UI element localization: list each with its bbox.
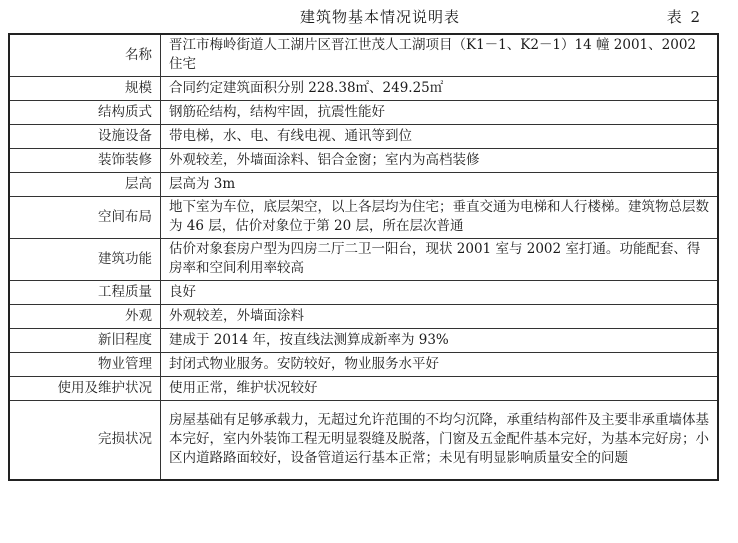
row-label: 外观 [9,304,161,328]
table-row-scale [9,76,718,100]
row-value: 合同约定建筑面积分别 228.38㎡、249.25㎡ [161,76,719,100]
table-row-maintenance [9,376,718,400]
row-value: 晋江市梅岭街道人工湖片区晋江世茂人工湖项目（K1－1、K2－1）14 幢 2001、2002 住宅 [161,34,719,76]
row-label: 层高 [9,172,161,196]
row-label: 装饰装修 [9,148,161,172]
table-row-layout [9,196,718,238]
row-value: 建成于 2014 年，按直线法测算成新率为 93% [161,328,719,352]
row-value: 外观较差，外墙面涂料、铝合金窗；室内为高档装修 [161,148,719,172]
table-row-decoration [9,148,718,172]
table-row-condition [9,400,718,480]
table-row-quality [9,280,718,304]
row-label: 名称 [9,34,161,76]
row-label: 空间布局 [9,196,161,238]
row-value: 估价对象套房户型为四房二厅二卫一阳台，现状 2001 室与 2002 室打通。功能配套、得房率和空间利用率较高 [161,238,719,280]
row-value: 封闭式物业服务。安防较好，物业服务水平好 [161,352,719,376]
table-row-function [9,238,718,280]
row-value: 带电梯，水、电、有线电视、通讯等到位 [161,124,719,148]
row-label: 规模 [9,76,161,100]
row-label: 新旧程度 [9,328,161,352]
row-value: 使用正常，维护状况较好 [161,376,719,400]
document-header [0,0,738,36]
table-row-structure [9,100,718,124]
row-label: 结构质式 [9,100,161,124]
row-label: 工程质量 [9,280,161,304]
row-value: 良好 [161,280,719,304]
row-label: 设施设备 [9,124,161,148]
row-value: 房屋基础有足够承载力，无超过允许范围的不均匀沉降，承重结构部件及主要非承重墙体基本完好，室内外装饰工程无明显裂缝及脱落，门窗及五金配件基本完好，为基本完好房；小区内道路路面较好，设备管道运行基本正常；未见有明显影响质量安全的问题 [161,400,719,480]
table-row-facilities [9,124,718,148]
table-row-age [9,328,718,352]
table-row-appearance [9,304,718,328]
row-value: 层高为 3m [161,172,719,196]
row-label: 使用及维护状况 [9,376,161,400]
row-label: 完损状况 [9,400,161,480]
table-number: 表 2 [666,8,702,26]
row-label: 物业管理 [9,352,161,376]
row-label: 建筑功能 [9,238,161,280]
table-row-floor-height [9,172,718,196]
row-value: 钢筋砼结构，结构牢固，抗震性能好 [161,100,719,124]
table-row-name [9,34,718,76]
document-title: 建筑物基本情况说明表 [300,8,461,26]
row-value: 地下室为车位，底层架空，以上各层均为住宅；垂直交通为电梯和人行楼梯。建筑物总层数为 46 层，估价对象位于第 20 层，所在层次普通 [161,196,719,238]
table-row-property-management [9,352,718,376]
building-info-table [8,33,719,481]
row-value: 外观较差，外墙面涂料 [161,304,719,328]
